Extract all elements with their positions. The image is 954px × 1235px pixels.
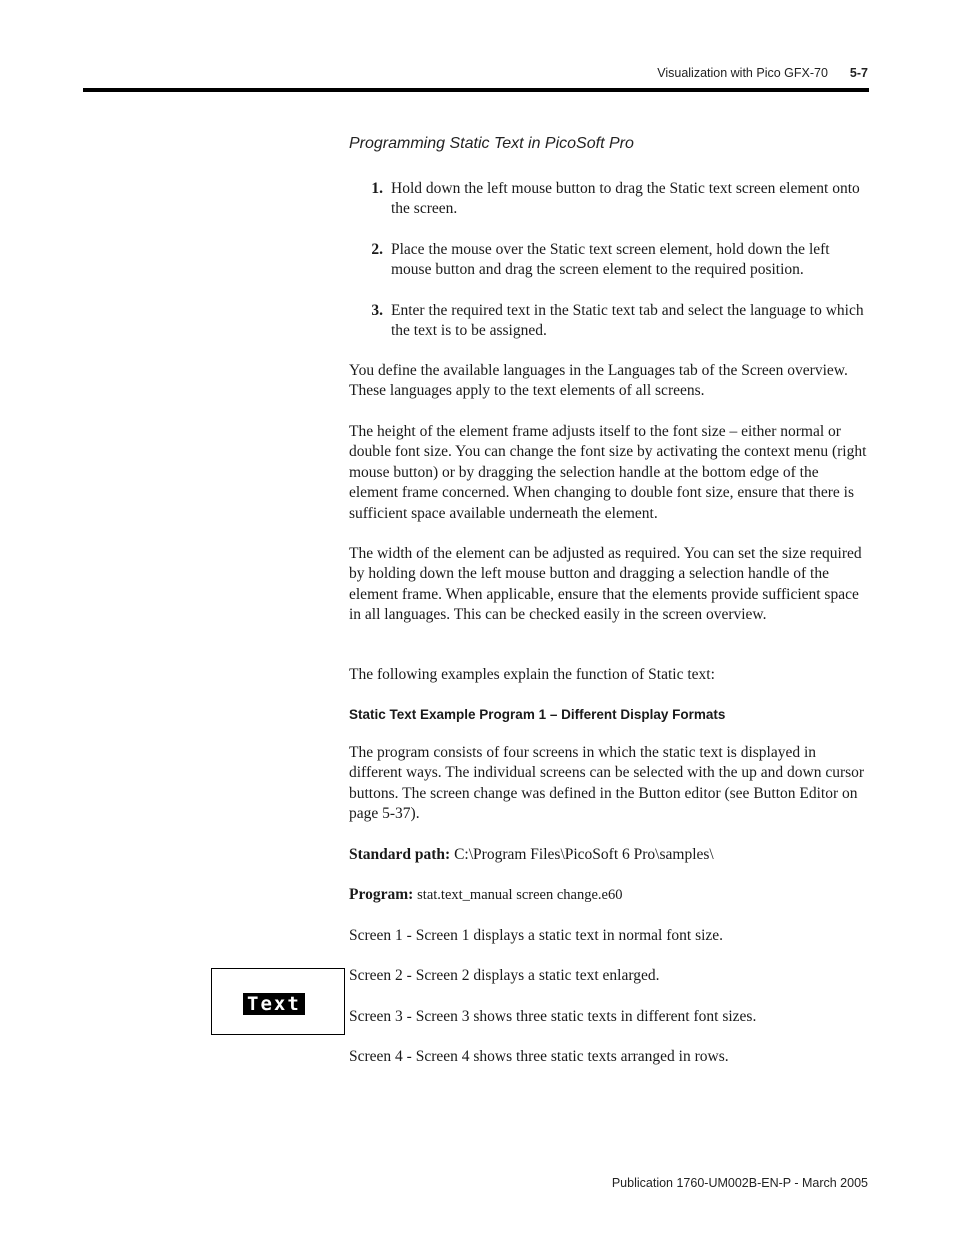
page-number: 5-7	[849, 66, 868, 80]
paragraph-width: The width of the element can be adjusted as required. You can set the size required by holding down the left mouse button and dragging a selection handle of the element frame. When applicable, ensure that the elements provide sufficient space in all languages. This can be checked easily in the screen overview.	[349, 545, 862, 624]
paragraph-examples-intro: The following examples explain the function of Static text:	[349, 666, 715, 683]
paragraph-height: The height of the element frame adjusts itself to the font size – either normal or double font size. You can change the font size by activating the context menu (right mouse button) or by dragging the selection handle at the bottom edge of the element frame concerned. When changing to double font size, ensure that there is sufficient space available underneath the element.	[349, 423, 867, 522]
example-paragraph: The program consists of four screens in which the static text is displayed in different ways. The individual screens can be selected with the up and down cursor buttons. The screen change was defined in the Button editor (see Button Editor on page 5-37).	[349, 744, 865, 823]
example-heading: Static Text Example Program 1 – Different Display Formats	[349, 707, 726, 722]
step-2	[349, 240, 869, 281]
step-number: 2.	[371, 241, 383, 258]
standard-path	[349, 845, 869, 865]
publication-footer: Publication 1760-UM002B-EN-P - March 2005	[611, 1176, 868, 1190]
screen-3-description: Screen 3 - Screen 3 shows three static texts in different font sizes.	[349, 1008, 757, 1025]
screen-2-description: Screen 2 - Screen 2 displays a static text enlarged.	[349, 967, 660, 984]
header-rule	[83, 88, 869, 92]
step-number: 3.	[371, 302, 383, 319]
lcd-screen-preview	[211, 968, 345, 1035]
header-title: Visualization with Pico GFX-70	[657, 66, 828, 80]
standard-path-value: C:\Program Files\PicoSoft 6 Pro\samples\	[454, 846, 714, 863]
program	[349, 885, 869, 905]
step-text: Hold down the left mouse button to drag the Static text screen element onto the screen.	[391, 180, 860, 218]
step-text: Enter the required text in the Static text tab and select the language to which the text is to be assigned.	[391, 302, 864, 340]
standard-path-label: Standard path:	[349, 846, 451, 863]
program-value: stat.text_manual screen change.e60	[417, 887, 623, 903]
step-number: 1.	[371, 180, 383, 197]
step-1	[349, 179, 869, 220]
section-title: Programming Static Text in PicoSoft Pro	[349, 135, 634, 152]
screen-4-description: Screen 4 - Screen 4 shows three static texts arranged in rows.	[349, 1048, 729, 1065]
step-text: Place the mouse over the Static text screen element, hold down the left mouse button and drag the screen element to the required position.	[391, 241, 830, 279]
program-label: Program:	[349, 886, 414, 903]
screen-1-description: Screen 1 - Screen 1 displays a static text in normal font size.	[349, 927, 724, 944]
lcd-static-text: Text	[243, 993, 305, 1015]
running-header	[657, 66, 868, 80]
step-3	[349, 301, 869, 342]
paragraph-languages: You define the available languages in the Languages tab of the Screen overview. These languages apply to the text elements of all screens.	[349, 362, 848, 400]
